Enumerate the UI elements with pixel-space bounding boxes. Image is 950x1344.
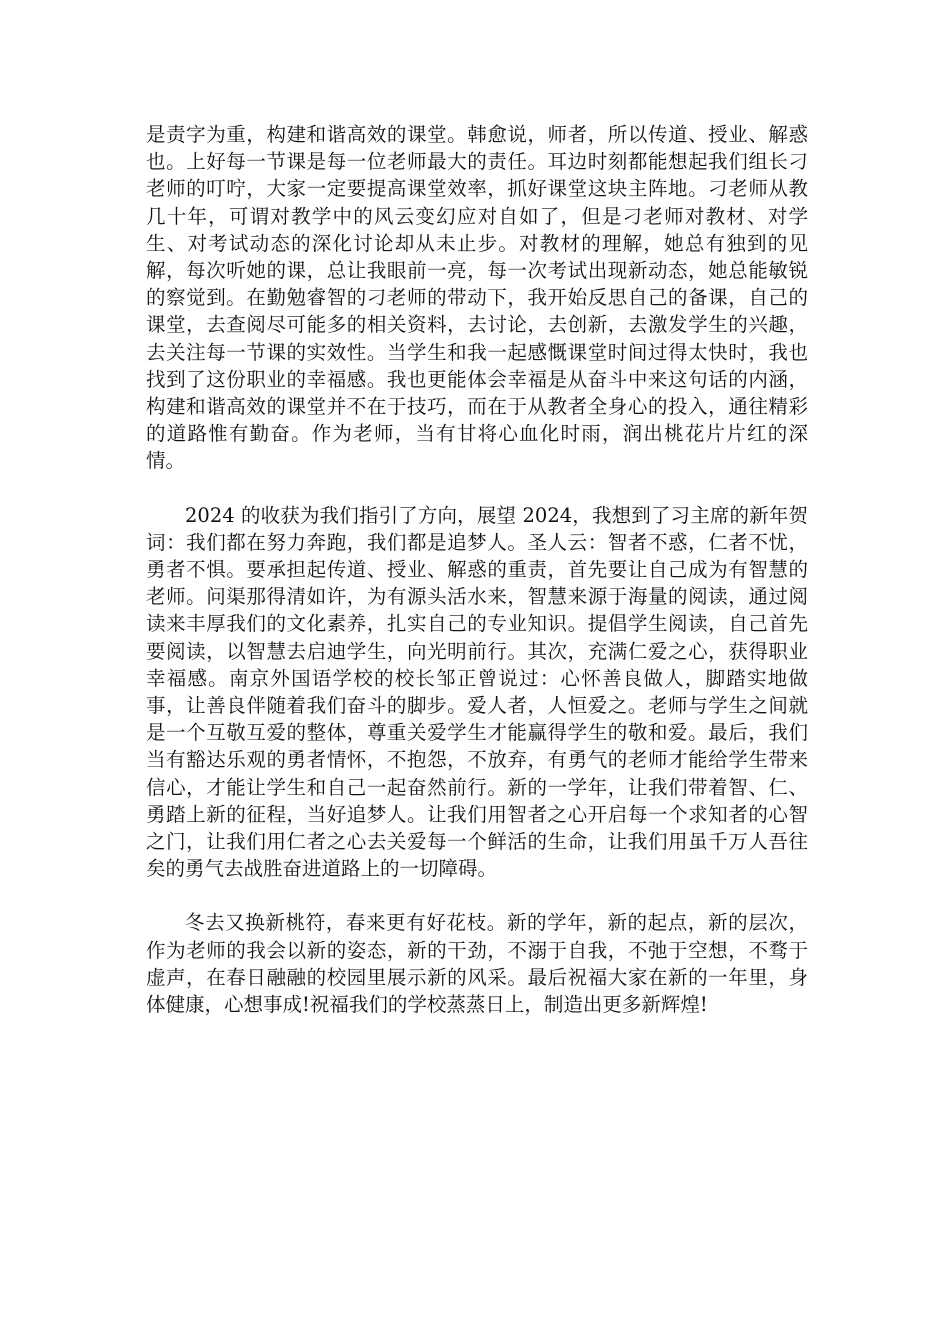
paragraph-outlook-2024: 2024 的收获为我们指引了方向，展望 2024，我想到了习主席的新年贺词：我们都在努力奔跑，我们都是追梦人。圣人云：智者不惑，仁者不忧，勇者不惧。要承担起传道、授业、解惑的重责，首先要让自己成为有智慧的老师。问渠那得清如许，为有源头活水来，智慧来源于海量的阅读，通过阅读来丰厚我们的文化素养，扎实自己的专业知识。提倡学生阅读，自己首先要阅读，以智慧去启迪学生，向光明前行。其次，充满仁爱之心，获得职业幸福感。南京外国语学校的校长邹正曾说过：心怀善良做人，脚踏实地做事，让善良伴随着我们奋斗的脚步。爱人者，人恒爱之。老师与学生之间就是一个互敬互爱的整体，尊重关爱学生才能赢得学生的敬和爱。最后，我们当有豁达乐观的勇者情怀，不抱怨，不放弃，有勇气的老师才能给学生带来信心，才能让学生和自己一起奋然前行。新的一学年，让我们带着智、仁、勇踏上新的征程，当好追梦人。让我们用智者之心开启每一个求知者的心智之门，让我们用仁者之心去关爱每一个鲜活的生命，让我们用虽千万人吾往矣的勇气去战胜奋进道路上的一切障碍。 [146,503,808,881]
document-body [146,121,808,1045]
paragraph-new-year-wishes: 冬去又换新桃符，春来更有好花枝。新的学年，新的起点，新的层次，作为老师的我会以新的姿态，新的干劲，不溺于自我，不弛于空想，不骛于虚声，在春日融融的校园里展示新的风采。最后祝福大家在新的一年里，身体健康，心想事成!祝福我们的学校蒸蒸日上，制造出更多新辉煌! [146,911,808,1017]
paragraph-classroom-responsibility: 是责字为重，构建和谐高效的课堂。韩愈说，师者，所以传道、授业、解惑也。上好每一节课是每一位老师最大的责任。耳边时刻都能想起我们组长刁老师的叮咛，大家一定要提高课堂效率，抓好课堂这块主阵地。刁老师从教几十年，可谓对教学中的风云变幻应对自如了，但是刁老师对教材、对学生、对考试动态的深化讨论却从未止步。对教材的理解，她总有独到的见解，每次听她的课，总让我眼前一亮，每一次考试出现新动态，她总能敏锐的察觉到。在勤勉睿智的刁老师的带动下，我开始反思自己的备课，自己的课堂，去查阅尽可能多的相关资料，去讨论，去创新，去激发学生的兴趣，去关注每一节课的实效性。当学生和我一起感慨课堂时间过得太快时，我也找到了这份职业的幸福感。我也更能体会幸福是从奋斗中来这句话的内涵，构建和谐高效的课堂并不在于技巧，而在于从教者全身心的投入，通往精彩的道路惟有勤奋。作为老师，当有甘将心血化时雨，润出桃花片片红的深情。 [146,123,808,473]
